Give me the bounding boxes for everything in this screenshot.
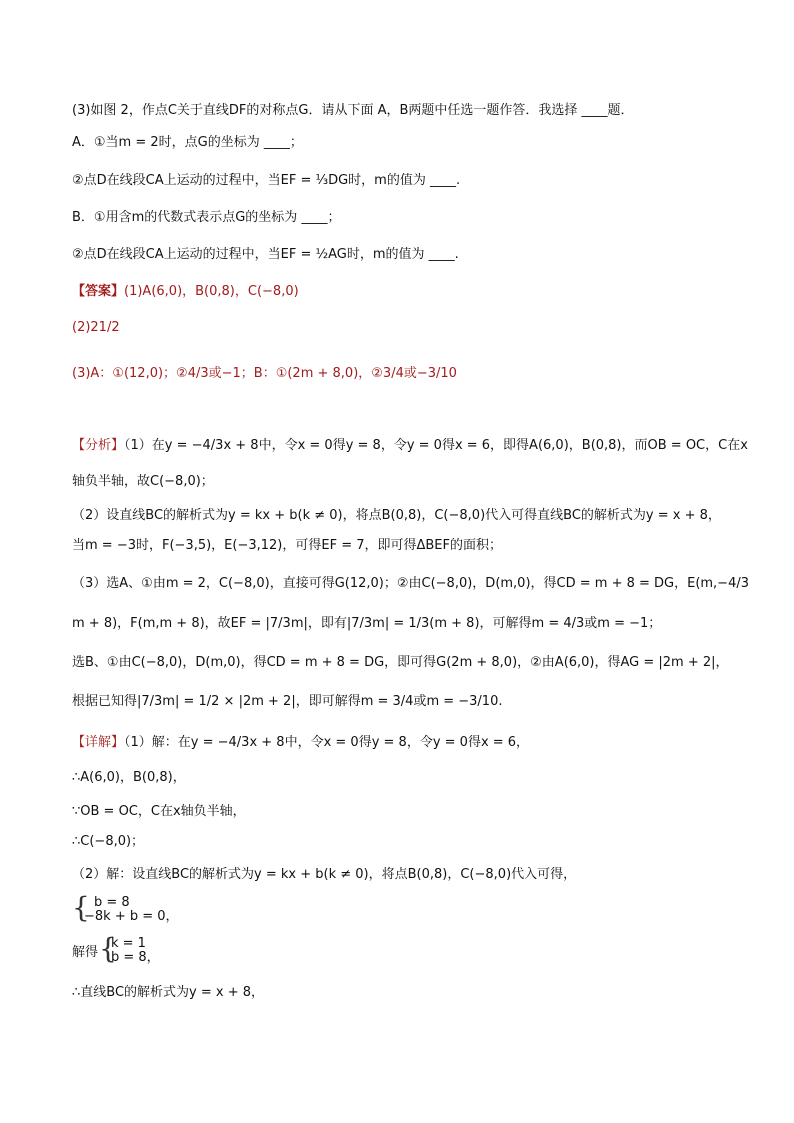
analysis-line-1 [72,436,748,456]
analysis-text-2: 轴负半轴，故C(−8,0)； [72,474,214,489]
system-2 [111,937,160,965]
analysis-text-1: （1）在y = −4/3x + 8中，令x = 0得y = 8，令y = 0得x = 6，即得A(6,0)，B(0,8)，而OB = OC，C在x [124,438,748,453]
detail-text-2: ∴A(6,0)，B(0,8)， [72,770,186,785]
analysis-text-4: 当m = −3时，F(−3,5)，E(−3,12)，可得EF = 7，即可得ΔBEF的面积； [72,538,502,553]
system-2-eq-2: b = 8， [111,950,160,965]
detail-text-5: （2）解：设直线BC的解析式为y = kx + b(k ≠ 0)，将点B(0,8)，C(−8,0)代入可得， [72,867,577,882]
analysis-text-5: （3）选A、①由m = 2，C(−8,0)，直接可得G(12,0)；②由C(−8,0)，D(m,0)，得CD = m + 8 = DG，E(m,−4/3 [72,576,749,591]
question-b-2: ②点D在线段CA上运动的过程中，当EF = ½AG时，m的值为 ____. [72,247,459,262]
analysis-text-8: 根据已知得|7/3m| = 1/2 × |2m + 2|，即可解得m = 3/4或m = −3/10. [72,694,503,709]
answer-label: 【答案】 [72,284,125,299]
detail-text-4: ∴C(−8,0)； [72,834,145,849]
answer-1: (1)A(6,0)，B(0,8)，C(−8,0) [124,284,299,299]
system-1-brace: { [72,891,90,924]
system-1-eq-1: b = 8 [94,895,130,910]
analysis-text-3: （2）设直线BC的解析式为y = kx + b(k ≠ 0)，将点B(0,8)，C(−8,0)代入可得直线BC的解析式为y = x + 8， [72,508,721,523]
analysis-text-7: 选B、①由C(−8,0)，D(m,0)，得CD = m + 8 = DG，即可得G(2m + 8,0)，②由A(6,0)，得AG = |2m + 2|， [72,655,729,670]
detail-text-6: ∴直线BC的解析式为y = x + 8， [72,985,265,1000]
answer-3: (3)A：①(12,0)；②4/3或−1；B：①(2m + 8,0)，②3/4或−3/10 [72,366,457,381]
system-2-brace: { [99,932,117,965]
system-1 [84,896,179,924]
detail-text-1: （1）解：在y = −4/3x + 8中，令x = 0得y = 8，令y = 0得x = 6， [124,735,530,750]
detail-line-1 [72,733,529,753]
question-a-2: ②点D在线段CA上运动的过程中，当EF = ⅓DG时，m的值为 ____. [72,173,461,188]
detail-label: 【详解】 [72,735,125,750]
analysis-text-6: m + 8)，F(m,m + 8)，故EF = |7/3m|，即有|7/3m| = 1/3(m + 8)，可解得m = 4/3或m = −1； [72,616,662,631]
analysis-label: 【分析】 [72,438,125,453]
answer-2: (2)21/2 [72,320,120,335]
system-2-eq-1: k = 1 [111,936,146,951]
question-part3-intro: (3)如图 2，作点C关于直线DF的对称点G．请从下面 A，B两题中任选一题作答．我选择 ____题． [72,103,634,118]
solve-prefix: 解得 [72,945,99,960]
system-1-eq-2: −8k + b = 0， [84,909,179,924]
question-a-1: A．①当m = 2时，点G的坐标为 ____； [72,135,303,150]
detail-text-3: ∵OB = OC，C在x轴负半轴， [72,804,246,819]
answer-line-1 [72,282,299,302]
question-b-1: B．①用含m的代数式表示点G的坐标为 ____； [72,210,341,225]
